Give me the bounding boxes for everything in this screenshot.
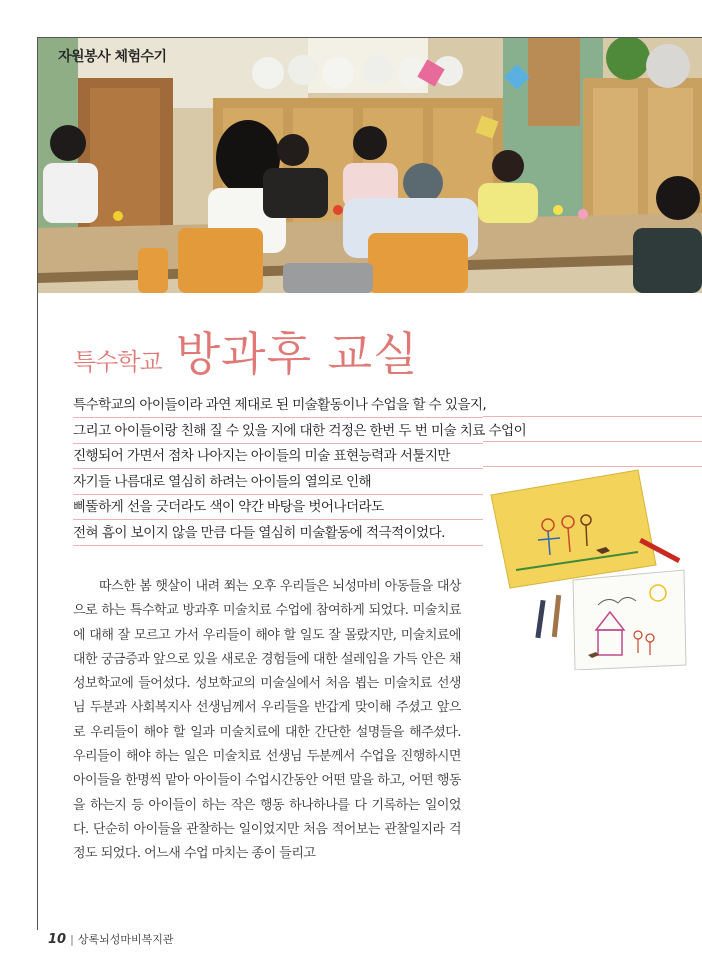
page-footer (48, 931, 173, 947)
body-text (73, 575, 461, 867)
intro-line: 진행되어 가면서 점차 나아지는 아이들의 미술 표현능력과 서툴지만 (73, 445, 483, 469)
intro-line: 그리고 아이들이랑 친해 질 수 있을 지에 대한 걱정은 한번 두 번 미술 치료 수업이 (73, 420, 483, 444)
rule-extension (483, 441, 702, 442)
rule-extension (483, 416, 702, 417)
page-title (73, 318, 419, 384)
title-main: 방과후 교실 (175, 327, 419, 381)
drawings-illustration (488, 460, 688, 670)
body-paragraph: 따스한 봄 햇살이 내려 쬐는 오후 우리들은 뇌성마비 아동들을 대상으로 하는 특수학교 방과후 미술치료 수업에 참여하게 되었다. 미술치료에 대해 잘 모르고 가서 우리들이 해야 할 일도 잘 몰랐지만, 미술치료에 대한 궁금증과 앞으로 있을 새로운 경험들에 대한 설레임을 가득 안은 채 성보학교에 들어섰다. 성보학교의 미술실에서 처음 뵙는 미술치료 선생님 두분과 사회복지사 선생님께서 우리들을 반갑게 맞이해 주셨고 앞으로 우리들이 해야 할 일과 미술치료에 대한 간단한 설명들을 해주셨다. 우리들이 해야 하는 일은 미술치료 선생님 두분께서 수업을 진행하시면 아이들을 한명씩 맡아 아이들이 수업시간동안 어떤 말을 하고, 어떤 행동을 하는지 등 아이들이 하는 작은 행동 하나하나를 다 기록하는 일이었다. 단순히 아이들을 관찰하는 일이었지만 처음 적어보는 관찰일지라 걱정도 되었다. 어느새 수업 마치는 종이 들리고 (73, 579, 461, 862)
section-tag: 자원봉사 체험수기 (58, 49, 167, 65)
publisher-name: 상록뇌성마비복지관 (77, 933, 174, 946)
footer-separator: | (70, 933, 74, 946)
classroom-photo (38, 38, 702, 293)
intro-paragraph (73, 394, 527, 547)
intro-line: 삐뚤하게 선을 긋더라도 색이 약간 바탕을 벗어나더라도 (73, 496, 483, 520)
title-prefix: 특수학교 (73, 348, 162, 376)
intro-line: 특수학교의 아이들이라 과연 제대로 된 미술활동이나 수업을 할 수 있을지, (73, 394, 483, 418)
intro-line: 자기들 나름대로 열심히 하려는 아이들의 열의로 인해 (73, 471, 483, 495)
page-number: 10 (48, 932, 67, 947)
intro-line: 전혀 흠이 보이지 않을 만큼 다들 열심히 미술활동에 적극적이었다. (73, 522, 483, 546)
